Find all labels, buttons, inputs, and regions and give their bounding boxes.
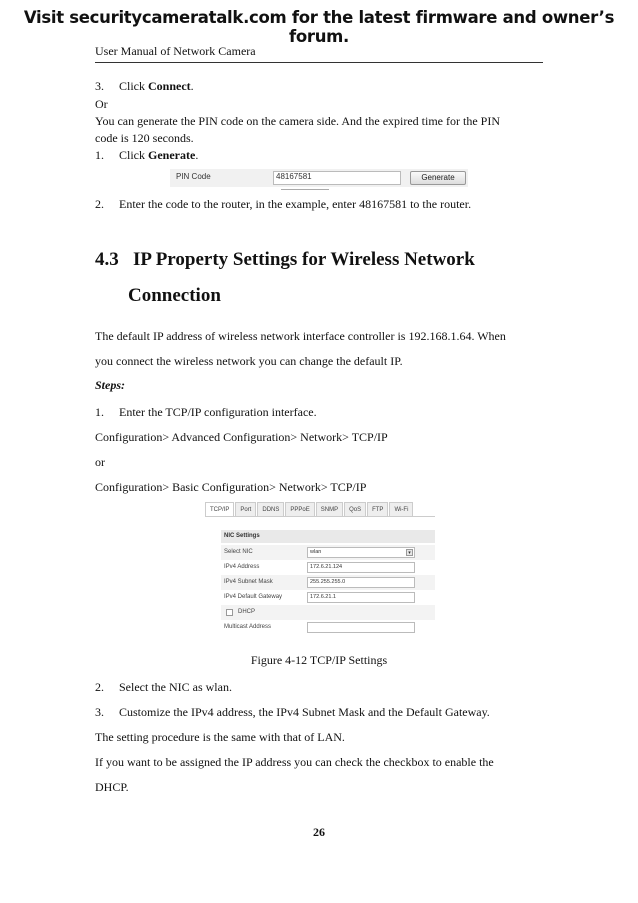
generate-button[interactable]: Generate (410, 171, 466, 185)
pin-code-widget (170, 169, 468, 187)
or-text: Or (95, 97, 108, 111)
pin-paragraph-line-2: code is 120 seconds. (95, 131, 194, 145)
steps-label: Steps: (95, 378, 125, 392)
or-text-2: or (95, 455, 105, 469)
header-rule (95, 62, 543, 63)
ipv4-address-label: IPv4 Address (224, 564, 260, 570)
dhcp-line-2: DHCP. (95, 780, 129, 794)
subnet-mask-input[interactable]: 255.255.255.0 (307, 577, 415, 588)
select-nic-value: wlan (310, 549, 322, 555)
select-nic-label: Select NIC (224, 549, 253, 555)
default-gateway-row (221, 590, 435, 605)
step-select-nic: 2. Select the NIC as wlan. (95, 680, 232, 694)
step-click-connect: 3. Click Connect. (95, 79, 194, 93)
figure-caption: Figure 4-12 TCP/IP Settings (250, 653, 388, 667)
tab-pppoe[interactable]: PPPoE (285, 502, 314, 516)
dhcp-line-1: If you want to be assigned the IP address you can check the checkbox to enable the (95, 755, 494, 769)
ipv4-address-row (221, 560, 435, 575)
multicast-address-input[interactable] (307, 622, 415, 633)
same-as-lan: The setting procedure is the same with that of LAN. (95, 730, 345, 744)
select-nic-dropdown[interactable] (307, 547, 415, 558)
tab-tcpip[interactable]: TCP/IP (205, 502, 234, 516)
multicast-address-row (221, 620, 435, 635)
default-gateway-label: IPv4 Default Gateway (224, 594, 283, 600)
multicast-address-label: Multicast Address (224, 624, 272, 630)
tab-bar (205, 502, 414, 516)
step-enter-code: 2. Enter the code to the router, in the example, enter 48167581 to the router. (95, 197, 472, 211)
subnet-mask-row (221, 575, 435, 590)
running-head: User Manual of Network Camera (95, 44, 256, 58)
ipv4-address-input[interactable]: 172.6.21.124 (307, 562, 415, 573)
section-title-line-1: IP Property Settings for Wireless Network (133, 249, 475, 270)
step-click-generate: 1. Click Generate. (95, 148, 199, 162)
intro-line-1: The default IP address of wireless network interface controller is 192.168.1.64. When (95, 329, 506, 343)
nic-settings-header: NIC Settings (221, 530, 435, 543)
section-number: 4.3 (95, 249, 119, 270)
step-customize: 3. Customize the IPv4 address, the IPv4 Subnet Mask and the Default Gateway. (95, 705, 490, 719)
pin-code-label: PIN Code (176, 172, 211, 181)
dhcp-checkbox[interactable] (226, 609, 233, 616)
section-title-line-2: Connection (128, 285, 221, 306)
connect-label: Connect (148, 79, 191, 93)
default-gateway-input[interactable]: 172.6.21.1 (307, 592, 415, 603)
generate-label: Generate (148, 148, 196, 162)
banner: Visit securitycameratalk.com for the latest firmware and owner’s forum. (23, 8, 615, 46)
path-advanced: Configuration> Advanced Configuration> Network> TCP/IP (95, 430, 388, 444)
tab-snmp[interactable]: SNMP (316, 502, 343, 516)
dropdown-arrow-icon: ▾ (406, 549, 413, 556)
pin-paragraph-line-1: You can generate the PIN code on the camera side. And the expired time for the PIN (95, 114, 500, 128)
path-basic: Configuration> Basic Configuration> Network> TCP/IP (95, 480, 367, 494)
select-nic-row (221, 545, 435, 560)
step-enter-tcpip: 1. Enter the TCP/IP configuration interface. (95, 405, 317, 419)
pin-widget-underline (281, 189, 329, 190)
tab-ddns[interactable]: DDNS (257, 502, 284, 516)
intro-line-2: you connect the wireless network you can change the default IP. (95, 354, 403, 368)
tab-port[interactable]: Port (235, 502, 256, 516)
tab-wifi[interactable]: Wi-Fi (389, 502, 413, 516)
tab-divider (205, 516, 435, 517)
subnet-mask-label: IPv4 Subnet Mask (224, 579, 273, 585)
pin-code-value: 48167581 (276, 172, 312, 181)
dhcp-row (221, 605, 435, 620)
tab-qos[interactable]: QoS (344, 502, 366, 516)
dhcp-label: DHCP (238, 609, 256, 615)
page-number: 26 (313, 825, 325, 839)
tcpip-settings-panel (205, 502, 435, 643)
tab-ftp[interactable]: FTP (367, 502, 388, 516)
